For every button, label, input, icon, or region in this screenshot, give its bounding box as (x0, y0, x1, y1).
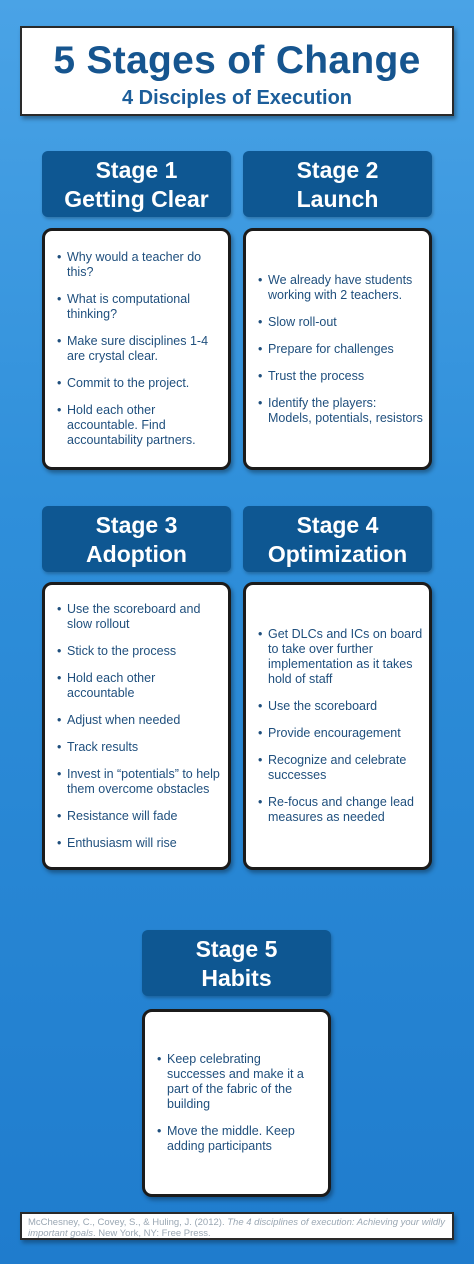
stage-2-list (246, 273, 429, 426)
list-item: • Identify the players: Models, potentials, resistors (258, 396, 423, 426)
list-item: • Move the middle. Keep adding participants (157, 1124, 322, 1154)
list-item: • Hold each other accountable (57, 671, 222, 701)
list-item: • Make sure disciplines 1-4 are crystal clear. (57, 334, 222, 364)
stage-4-subtitle: Optimization (267, 541, 408, 567)
stage-3-name: Stage 3 (95, 512, 178, 538)
stage-2-subtitle: Launch (296, 186, 379, 212)
list-item: • Trust the process (258, 369, 423, 384)
list-item: • Keep celebrating successes and make it a part of the fabric of the building (157, 1052, 322, 1112)
citation-publisher: . New York, NY: Free Press. (92, 1228, 211, 1239)
page-subtitle: 4 Disciples of Execution (121, 87, 353, 109)
stage-1-header (42, 151, 231, 217)
list-item: • We already have students working with 2 teachers. (258, 273, 423, 303)
stage-4-list (246, 627, 429, 825)
list-item: • Use the scoreboard (258, 699, 423, 714)
stage-1-name: Stage 1 (95, 157, 178, 183)
list-item: • Adjust when needed (57, 713, 222, 728)
list-item: • Hold each other accountable. Find accountability partners. (57, 403, 222, 448)
stage-5-header (142, 930, 331, 996)
list-item: • What is computational thinking? (57, 292, 222, 322)
list-item: • Use the scoreboard and slow rollout (57, 602, 222, 632)
stage-3-card (42, 582, 231, 870)
stage-5-list (145, 1052, 328, 1154)
stage-4-name: Stage 4 (296, 512, 379, 538)
list-item: • Invest in “potentials” to help them overcome obstacles (57, 767, 222, 797)
list-item: • Provide encouragement (258, 726, 423, 741)
citation-authors: McChesney, C., Covey, S., & Huling, J. (2012). (28, 1217, 228, 1228)
stage-4-header (243, 506, 432, 572)
stage-3-list (45, 602, 228, 851)
title-box (20, 26, 454, 116)
list-item: • Enthusiasm will rise (57, 836, 222, 851)
stage-3-header (42, 506, 231, 572)
list-item: • Commit to the project. (57, 376, 222, 391)
stage-2-name: Stage 2 (296, 157, 379, 183)
stage-3-subtitle: Adoption (86, 541, 187, 567)
stage-1-list (45, 250, 228, 448)
citation-work: The 4 disciplines of execution: Achieving your wildly important goals (28, 1217, 445, 1239)
list-item: • Stick to the process (57, 644, 222, 659)
list-item: • Slow roll-out (258, 315, 423, 330)
stage-5-card (142, 1009, 331, 1197)
list-item: • Why would a teacher do this? (57, 250, 222, 280)
list-item: • Recognize and celebrate successes (258, 753, 423, 783)
page-title: 5 Stages of Change (53, 39, 421, 82)
stage-2-card (243, 228, 432, 470)
citation (20, 1212, 454, 1240)
stage-5-name: Stage 5 (195, 936, 278, 962)
stage-5-subtitle: Habits (201, 965, 272, 991)
stage-4-card (243, 582, 432, 870)
list-item: • Resistance will fade (57, 809, 222, 824)
list-item: • Get DLCs and ICs on board to take over further implementation as it takes hold of staff (258, 627, 423, 687)
list-item: • Track results (57, 740, 222, 755)
stage-1-card (42, 228, 231, 470)
stage-2-header (243, 151, 432, 217)
list-item: • Prepare for challenges (258, 342, 423, 357)
list-item: • Re-focus and change lead measures as needed (258, 795, 423, 825)
stage-1-subtitle: Getting Clear (64, 186, 209, 212)
